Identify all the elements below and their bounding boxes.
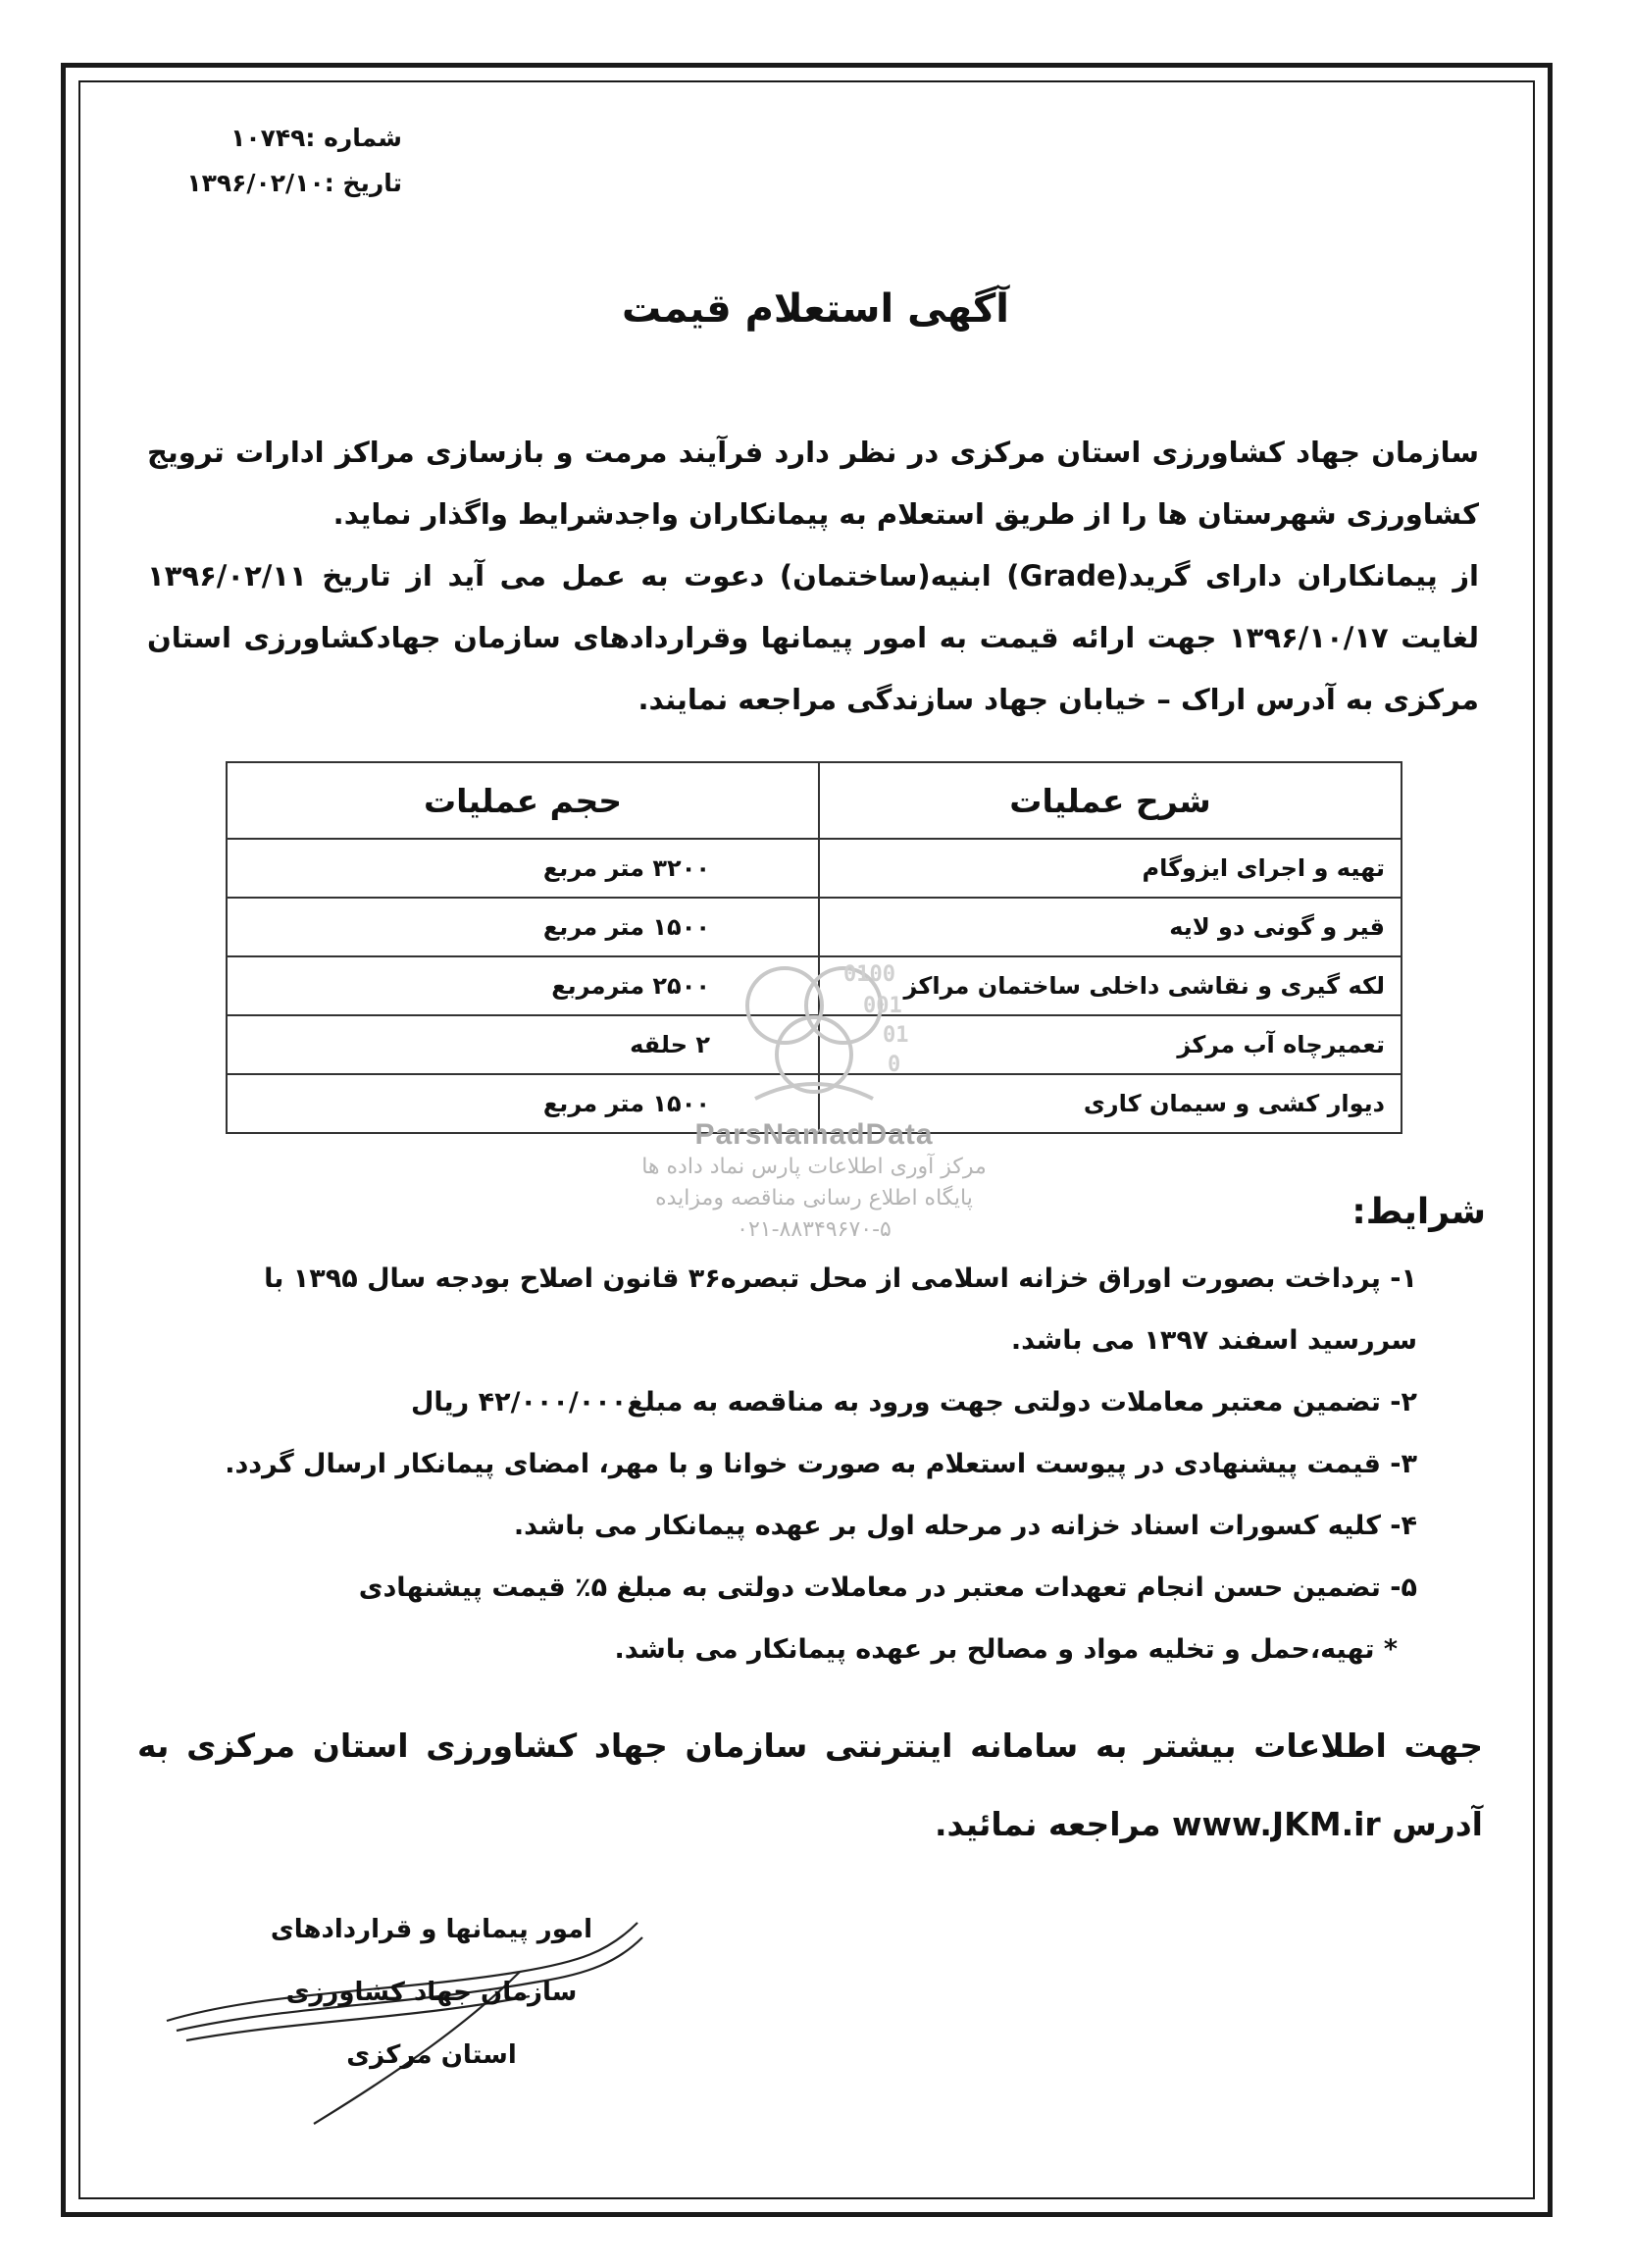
- operation-volume: ۲ حلقه: [227, 1015, 819, 1074]
- operation-description: تعمیرچاه آب مرکز: [819, 1015, 1402, 1074]
- watermark-logo-icon: [696, 952, 932, 1118]
- operation-volume: ۱۵۰۰ متر مربع: [227, 1074, 819, 1133]
- operation-description: تهیه و اجرای ایزوگام: [819, 839, 1402, 898]
- star-note: * تهیه،حمل و تخلیه مواد و مصالح بر عهده پیمانکار می باشد.: [614, 1634, 1398, 1665]
- svg-text:0: 0: [888, 1053, 901, 1077]
- svg-text:01: 01: [883, 1023, 909, 1048]
- page-title: آگهی استعلام قیمت: [621, 286, 1010, 332]
- list-item: ۳- قیمت پیشنهادی در پیوست استعلام به صورت خوانا و با مهر، امضای پیمانکار ارسال گردد.: [225, 1449, 1417, 1479]
- operation-volume: ۲۵۰۰ مترمربع: [227, 956, 819, 1015]
- svg-text:001: 001: [863, 994, 902, 1018]
- signature-block: [245, 1898, 618, 2087]
- svg-text:0100: 0100: [843, 962, 895, 987]
- intro-paragraph-2: از پیمانکاران دارای گرید(Grade) ابنیه(ساختمان) دعوت به عمل می آید از تاریخ ۱۳۹۶/۰۲/۱۱ لغایت ۱۳۹۶/۱۰/۱۷ جهت ارائه قیمت به امور پیمانها وقراردادهای سازمان جهادکشاورزی استان مرکزی به آدرس اراک – خیابان جهاد سازندگی مراجعه نمایند.: [147, 559, 1479, 716]
- column-header-volume: حجم عملیات: [227, 762, 819, 839]
- letter-date: تاریخ :۱۳۹۶/۰۲/۱۰: [186, 169, 402, 197]
- watermark: [608, 952, 1020, 1246]
- intro-paragraph-1: سازمان جهاد کشاورزی استان مرکزی در نظر دارد فرآیند مرمت و بازسازی مراکز ادارات ترویج کشاورزی شهرستان ها را از طریق استعلام به پیمانکاران واجدشرایط واگذار نماید.: [147, 436, 1479, 531]
- table-row: [227, 898, 1402, 956]
- operation-description: قیر و گونی دو لایه: [819, 898, 1402, 956]
- watermark-brand-name: ParsNamadData: [694, 1118, 934, 1151]
- list-item: ۲- تضمین معتبر معاملات دولتی جهت ورود به مناقصه به مبلغ۴۲/۰۰۰/۰۰۰ ریال: [410, 1387, 1417, 1418]
- list-item: ۱- پرداخت بصورت اوراق خزانه اسلامی از محل تبصره۳۶ قانون اصلاح بودجه سال ۱۳۹۵ با سررسید اسفند ۱۳۹۷ می باشد.: [264, 1263, 1417, 1356]
- column-header-description: شرح عملیات: [819, 762, 1402, 839]
- intro-text: [147, 422, 1479, 731]
- signature-line-1: امور پیمانها و قراردادهای: [270, 1915, 593, 1944]
- conditions-list: [196, 1248, 1417, 1680]
- list-item: ۵- تضمین حسن انجام تعهدات معتبر در معاملات دولتی به مبلغ ۵٪ قیمت پیشنهادی: [358, 1572, 1417, 1603]
- watermark-tagline: مرکز آوری اطلاعات پارس نماد داده ها: [641, 1155, 987, 1179]
- watermark-phone: ۰۲۱-۸۸۳۴۹۶۷۰-۵: [737, 1217, 892, 1242]
- conditions-heading: شرایط:: [1351, 1192, 1486, 1232]
- footer-note: جهت اطلاعات بیشتر به سامانه اینترنتی سازمان جهاد کشاورزی استان مرکزی به آدرس www.JKM.ir مراجعه نمائید.: [137, 1727, 1483, 1843]
- table-row: [227, 839, 1402, 898]
- operation-description: دیوار کشی و سیمان کاری: [819, 1074, 1402, 1133]
- table-header-row: [227, 762, 1402, 839]
- signature-line-2: سازمان جهاد کشاورزی استان مرکزی: [285, 1978, 578, 2070]
- letter-number: شماره :۱۰۷۴۹: [230, 124, 402, 152]
- operation-volume: ۱۵۰۰ متر مربع: [227, 898, 819, 956]
- watermark-subtitle: پایگاه اطلاع رسانی مناقصه ومزایده: [655, 1186, 973, 1211]
- operation-description: لکه گیری و نقاشی داخلی ساختمان مراکز: [819, 956, 1402, 1015]
- operation-volume: ۳۲۰۰ متر مربع: [227, 839, 819, 898]
- list-item: ۴- کلیه کسورات اسناد خزانه در مرحله اول بر عهده پیمانکار می باشد.: [513, 1511, 1417, 1541]
